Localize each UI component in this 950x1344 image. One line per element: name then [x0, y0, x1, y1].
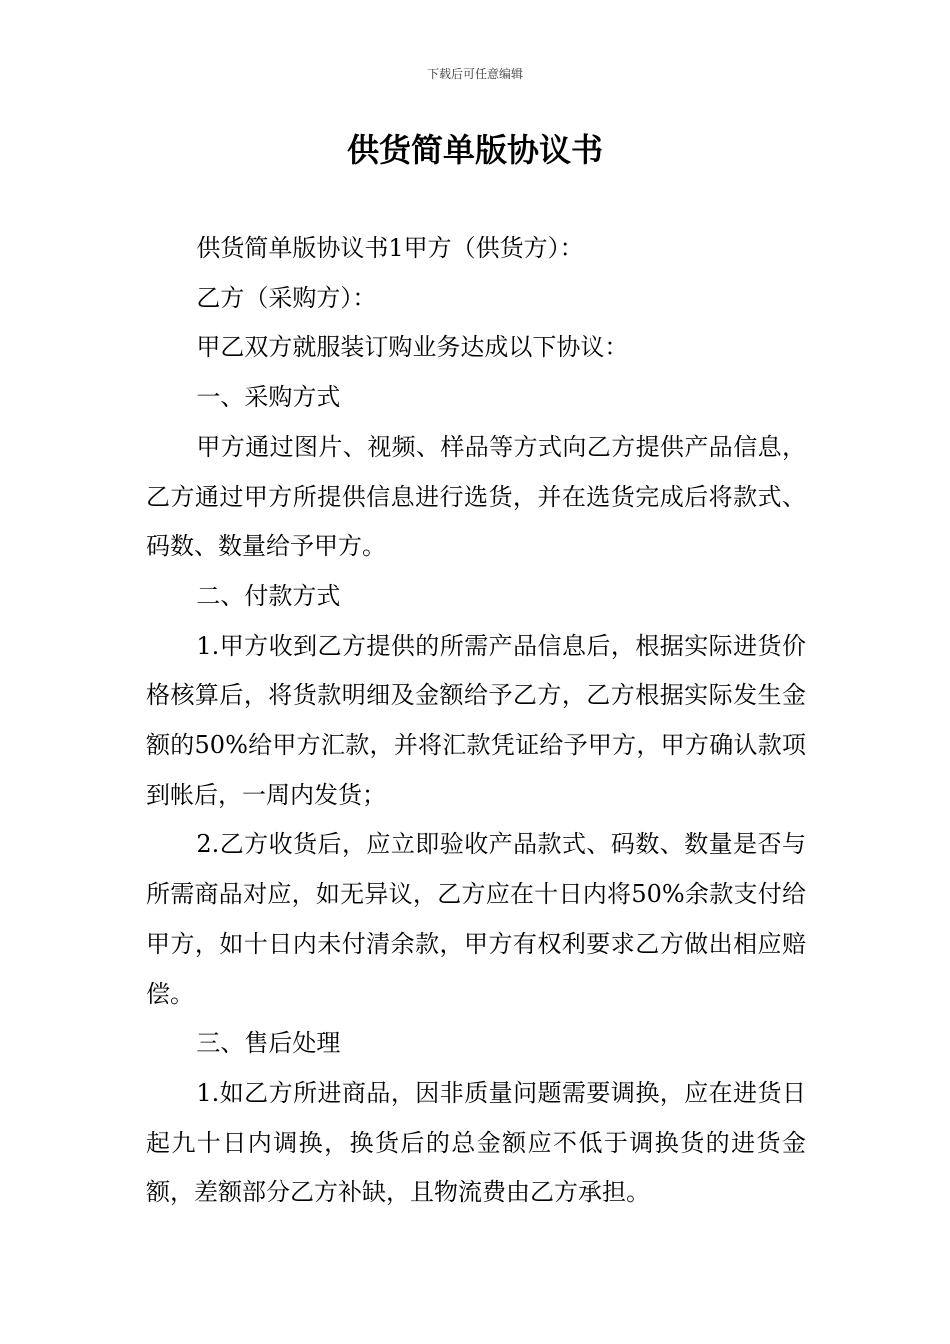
paragraph-payment-clause-1: 1.甲方收到乙方提供的所需产品信息后，根据实际进货价格核算后，将货款明细及金额给予乙方，乙方根据实际发生金额的50%给甲方汇款，并将汇款凭证给予甲方，甲方确认款项到帐后，一周内发货；: [146, 631, 806, 809]
paragraph-party-a: 供货简单版协议书1甲方（供货方）：: [196, 234, 584, 262]
document-title: 供货简单版协议书: [346, 131, 603, 169]
paragraph-agreement-intro: 甲乙双方就服装订购业务达成以下协议：: [196, 333, 629, 362]
paragraph-party-b: 乙方（采购方）：: [196, 283, 377, 312]
section-heading-payment-method: 二、付款方式: [196, 581, 341, 610]
section-heading-after-sales: 三、售后处理: [196, 1029, 341, 1058]
header-note: 下载后可任意编辑: [426, 67, 523, 81]
paragraph-purchase-method: 甲方通过图片、视频、样品等方式向乙方提供产品信息，乙方通过甲方所提供信息进行选货，并在选货完成后将款式、码数、数量给予甲方。: [146, 432, 806, 561]
paragraph-payment-clause-2: 2.乙方收货后，应立即验收产品款式、码数、数量是否与所需商品对应，如无异议，乙方应在十日内将50%余款支付给甲方，如十日内未付清余款，甲方有权利要求乙方做出相应赔偿。: [146, 830, 806, 1008]
document-body: [146, 224, 806, 1218]
paragraph-after-sales-clause-1: 1.如乙方所进商品，因非质量问题需要调换，应在进货日起九十日内调换，换货后的总金额应不低于调换货的进货金额，差额部分乙方补缺，且物流费由乙方承担。: [146, 1078, 806, 1207]
section-heading-purchase-method: 一、采购方式: [196, 383, 341, 412]
